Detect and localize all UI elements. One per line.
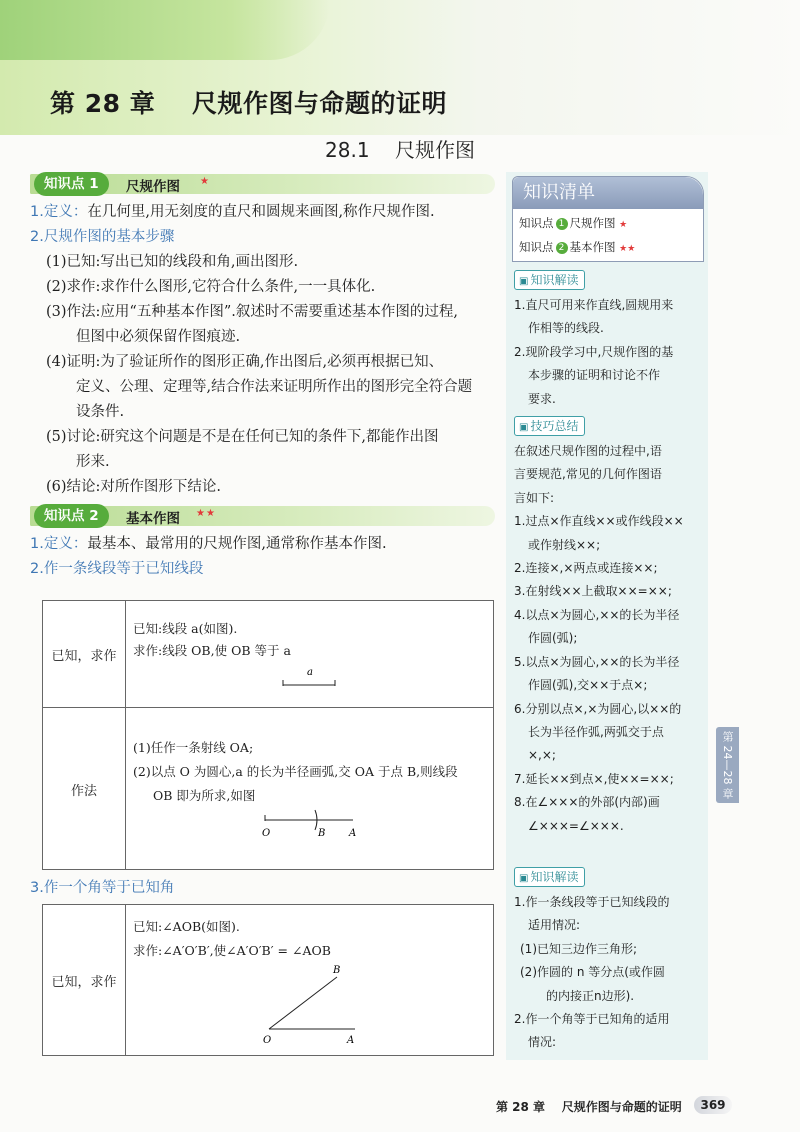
table1-row-given xyxy=(43,601,493,707)
tip-line: 或作射线××; xyxy=(528,537,601,552)
sidebar xyxy=(506,172,708,1060)
kp1-step: 形来. xyxy=(76,454,110,470)
table2-known: 已知:∠AOB(如图). xyxy=(133,919,240,934)
kp1-star-icon: ★ xyxy=(200,176,210,187)
note2-line: (2)作圆的 n 等分点(或作圆 xyxy=(520,965,665,980)
tip-line: 长为半径作弧,两弧交于点 xyxy=(528,724,664,739)
list-item-1-number: 1 xyxy=(556,218,568,230)
tip-line: ∠×××=∠×××. xyxy=(528,818,624,833)
segment-construction-table xyxy=(42,600,494,870)
kp1-step: (2)求作:求作什么图形,它符合什么条件,一一具体化. xyxy=(46,279,376,295)
kp2-header xyxy=(30,504,500,528)
header-band xyxy=(0,0,330,60)
tip-line: 8.在∠×××的外部(内部)画 xyxy=(514,795,660,810)
kp1-name: 尺规作图 xyxy=(126,179,180,195)
angle-construction-table xyxy=(42,904,494,1056)
note2-line: 2.作一个角等于已知角的适用 xyxy=(514,1011,670,1026)
table1-find: 求作:线段 OB,使 OB 等于 a xyxy=(133,643,291,658)
badge-2-label: 技巧总结 xyxy=(530,419,579,434)
tip-line: 在叙述尺规作图的过程中,语 xyxy=(514,444,662,459)
angle-point-o-label: O xyxy=(263,1035,272,1046)
knowledge-list-title: 知识清单 xyxy=(513,177,703,209)
list-item-1-star-icon: ★ xyxy=(619,220,628,230)
badge-knowledge-1 xyxy=(506,269,708,290)
kp1-step: (6)结论:对所作图形下结论. xyxy=(46,479,222,495)
note2-line: 适用情况: xyxy=(528,918,581,933)
note2-line: 1.作一条线段等于已知线段的 xyxy=(514,894,670,909)
chapter-title: 第 28 章 尺规作图与命题的证明 xyxy=(50,89,448,118)
table1-step2b: OB 即为所求,如图 xyxy=(153,788,256,803)
list-item-2-number: 2 xyxy=(556,242,568,254)
segment-a-figure xyxy=(273,665,343,691)
angle-point-b-label: B xyxy=(333,965,341,976)
bookmark-icon: ▣ xyxy=(519,872,529,884)
table1-step1: (1)任作一条射线 OA; xyxy=(133,740,254,755)
kp1-step: (3)作法:应用“五种基本作图”.叙述时不需要重述基本作图的过程, xyxy=(46,304,458,320)
knowledge-list-item-2 xyxy=(513,236,703,260)
footer-chapter: 第 28 章 尺规作图与命题的证明 xyxy=(496,1100,682,1114)
note-line: 本步骤的证明和讨论不作 xyxy=(528,368,661,383)
kp1-step: 设条件. xyxy=(76,404,125,420)
table1-row-method xyxy=(43,707,493,870)
ray-oa-figure xyxy=(253,804,363,840)
badge-knowledge-2 xyxy=(506,866,708,887)
bookmark-icon: ▣ xyxy=(519,422,529,434)
tip-line: 言如下: xyxy=(514,490,555,505)
kp2-def-text: 最基本、最常用的尺规作图,通常称作基本作图. xyxy=(87,536,387,552)
kp1-def-label: 定义： xyxy=(43,204,88,220)
kp2-star-icon: ★★ xyxy=(196,508,216,519)
note-line: 作相等的线段. xyxy=(528,321,604,336)
kp1-step: (5)讨论:研究这个问题是不是在任何已知的条件下,都能作出图 xyxy=(46,429,439,445)
badge-1-label: 知识解读 xyxy=(530,273,579,287)
tip-line: 1.过点×作直线××或作线段×× xyxy=(514,514,684,529)
kp2-def-num: 1. xyxy=(30,536,44,552)
table2-find: 求作:∠A′O′B′,使∠A′O′B′ = ∠AOB xyxy=(133,943,331,958)
note-line: 要求. xyxy=(528,391,556,406)
tip-line: ×,×; xyxy=(528,748,556,763)
kp1-def-text: 在几何里,用无刻度的直尺和圆规来画图,称作尺规作图. xyxy=(87,204,435,220)
note2-line: 情况: xyxy=(528,1035,557,1050)
tip-line: 言要规范,常见的几何作图语 xyxy=(514,467,662,482)
sidebar-notes xyxy=(506,269,708,1055)
kp1-step: 但图中必须保留作图痕迹. xyxy=(76,329,241,345)
kp2-name: 基本作图 xyxy=(126,511,180,527)
kp2-definition xyxy=(30,532,500,557)
table1-known: 已知:线段 a(如图). xyxy=(133,621,238,636)
main-content xyxy=(30,172,500,582)
kp2-heading-angle: 3.作一个角等于已知角 xyxy=(30,880,175,896)
table2-row-given xyxy=(43,905,493,1055)
point-b-label: B xyxy=(318,828,326,839)
bookmark-icon: ▣ xyxy=(519,276,529,287)
note-line: 1.直尺可用来作直线,圆规用来 xyxy=(514,298,674,312)
badge-3-label: 知识解读 xyxy=(530,869,579,884)
knowledge-list-box xyxy=(512,176,704,262)
kp1-tag: 知识点 1 xyxy=(34,172,109,196)
tip-line: 作圆(弧),交××于点×; xyxy=(528,678,648,693)
point-o-label: O xyxy=(262,828,271,839)
list-item-1-text: 尺规作图 xyxy=(569,216,616,230)
kp1-step: (4)证明:为了验证所作的图形正确,作出图后,必须再根据已知、 xyxy=(46,354,444,370)
list-item-2-prefix: 知识点 xyxy=(519,240,554,254)
note2-line: 的内接正n边形). xyxy=(546,988,635,1003)
table1-label-method: 作法 xyxy=(43,708,126,870)
kp1-definition xyxy=(30,200,500,225)
note-line: 2.现阶段学习中,尺规作图的基 xyxy=(514,344,674,359)
kp2-heading-segment: 2.作一条线段等于已知线段 xyxy=(30,561,204,577)
angle-point-a-label: A xyxy=(347,1035,355,1046)
section-title: 28.1 尺规作图 xyxy=(325,138,475,162)
kp1-steps-heading: 2.尺规作图的基本步骤 xyxy=(30,229,175,245)
angle-aob-figure xyxy=(253,961,363,1047)
kp1-step: 定义、公理、定理等,结合作法来证明所作出的图形完全符合题 xyxy=(76,379,473,395)
tip-line: 作圆(弧); xyxy=(528,631,578,646)
list-item-2-star-icon: ★★ xyxy=(619,244,636,254)
point-a-label: A xyxy=(349,828,357,839)
angle-side-ob xyxy=(269,977,337,1029)
tip-line: 5.以点×为圆心,××的长为半径 xyxy=(514,654,680,669)
chapter-side-tab: 第 24—28 章 xyxy=(716,727,739,803)
kp1-step: (1)已知:写出已知的线段和角,画出图形. xyxy=(46,254,299,270)
badge-tips xyxy=(506,415,708,436)
tip-line: 7.延长××到点×,使××=××; xyxy=(514,771,674,786)
tip-line: 3.在射线××上截取××=××; xyxy=(514,584,672,599)
table1-label-given: 已知，求作 xyxy=(43,601,126,707)
table2-label-given: 已知，求作 xyxy=(43,905,126,1055)
list-item-2-text: 基本作图 xyxy=(569,240,616,254)
kp1-header xyxy=(30,172,500,196)
page-number: 369 xyxy=(694,1096,732,1114)
tip-line: 2.连接×,×两点或连接××; xyxy=(514,561,658,576)
list-item-1-prefix: 知识点 xyxy=(519,216,554,230)
knowledge-list-item-1 xyxy=(513,212,703,236)
kp1-def-num: 1. xyxy=(30,204,44,220)
table1-step2a: (2)以点 O 为圆心,a 的长为半径画弧,交 OA 于点 B,则线段 xyxy=(133,764,458,779)
tip-line: 4.以点×为圆心,××的长为半径 xyxy=(514,607,680,622)
segment-a-label: a xyxy=(307,667,313,678)
kp2-def-label: 定义： xyxy=(43,536,88,552)
note2-line: (1)已知三边作三角形; xyxy=(520,941,638,956)
kp2-tag: 知识点 2 xyxy=(34,504,109,528)
tip-line: 6.分别以点×,×为圆心,以××的 xyxy=(514,701,682,716)
